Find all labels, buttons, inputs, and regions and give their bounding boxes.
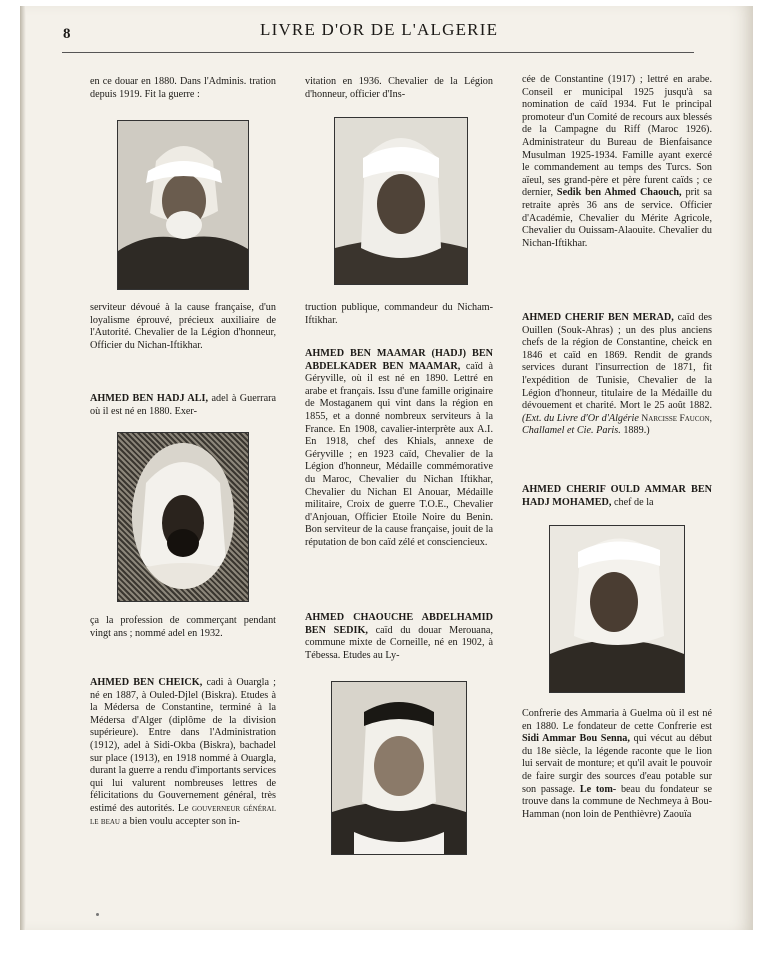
col3-intro xyxy=(522,74,712,250)
entry-ahmed-ben-hadj-ali xyxy=(90,393,276,418)
portrait-photo-2 xyxy=(132,443,234,589)
col3-after-photo-bold-2: Le tom- xyxy=(579,783,617,795)
col2-intro-text: vitation en 1936. Chevalier de la Légion d'honneur, officier d'Ins- xyxy=(305,76,493,100)
entry-text: cadi à Ouargla ; né en 1887, à Ouled-Djlel (Biskra). Etudes à la Médersa de Constantine, terminé à la Médersa d'Alger (diplôme de la division supérieure). Entre dans l'Administration (1912), adel à Sidi-Okba (Biskra), bachadel sur place (1913), en 1918 nommé à Ouargla, durant la guerre a rendu d'importants services qui lui valurent nombreuses lettres de félicitations du Gouvernement général, très estimé des autorités. Le xyxy=(90,677,277,814)
entry-text: caïd à Géryville, où il est né en 1890. Lettré en arabe et français. Issu d'une famille originaire de Mostaganem qui vint dans la région en 1855, et a donné nombreux serviteurs à la France. En 1908, cavalier-interprète aux A.I. En 1918, chef des Khials, annexe de Géryville ; en 1923 caïd, Chevalier de la Légion d'honneur, Médaille commémorative du Maroc, Chevalier du Nichan Iftikhar, Chevalier du Nichan El Anouar, Médaille militaire, Croix de guerre T.O.E., Chevalier d'Anjouan, Officier Etoile Noire du Benin. Bon serviteur de la cause française, jouit de la réputation de bon caïd zélé et consciencieux. xyxy=(305,360,494,548)
portrait-photo-2-frame xyxy=(117,432,249,602)
entry-name: AHMED CHERIF BEN MERAD, xyxy=(522,312,674,323)
entry-text-end: a bien voulu accepter son in- xyxy=(122,815,240,827)
entry-smallcaps: gouverneur général le beau xyxy=(90,803,277,827)
entry-ahmed-ben-cheick xyxy=(90,677,276,828)
header-rule xyxy=(62,52,694,53)
entry-ahmed-cherif-ould-ammar xyxy=(522,484,712,509)
running-title: LIVRE D'OR DE L'ALGERIE xyxy=(260,20,499,39)
entry-text: caïd du douar Merouana, commune mixte de Corneille, né en 1902, à Tébessa. Etudes au Ly- xyxy=(305,624,493,661)
portrait-5-image xyxy=(550,526,684,692)
portrait-photo-4 xyxy=(331,681,467,855)
col3-intro-bold: Sedik ben Ahmed Chaouch, xyxy=(556,187,682,199)
portrait-1-image xyxy=(118,121,248,289)
col1-after-photo1 xyxy=(90,302,276,352)
entry-ahmed-chaouche xyxy=(305,612,493,662)
page-number: 8 xyxy=(63,26,71,42)
entry-ahmed-ben-maamar xyxy=(305,348,493,550)
entry-text: caïd des Ouillen (Souk-Ahras) ; un des plus anciens chefs de la région de Constantine, cheick en 1846 et caïd en 1869. Rendit de grands services durant l'insurrection de 1871, fit l'expédition de Tunisie, Chevalier de la Légion d'honneur, titulaire de la Médaille du dévouement et charité. Mort le 25 août 1882. xyxy=(522,312,712,412)
portrait-2-image xyxy=(132,443,234,589)
entry-text: chef de la xyxy=(613,496,654,508)
entry-italic: (Ext. du Livre d'Or d'Algérie xyxy=(522,412,639,424)
col3-after-photo-bold: Sidi Ammar Bou Senna, xyxy=(522,733,630,745)
page-speck xyxy=(96,913,99,916)
col1-intro-text: en ce douar en 1880. Dans l'Adminis. tration depuis 1919. Fit la guerre : xyxy=(90,76,276,100)
col2-after-photo xyxy=(305,302,493,327)
col1-intro xyxy=(90,76,276,101)
portrait-3-image xyxy=(335,118,467,284)
col2-intro xyxy=(305,76,493,101)
col2-after-photo-text: truction publique, commandeur du Nicham-Iftikhar. xyxy=(305,302,493,326)
entry-text-end: 1889.) xyxy=(623,425,650,437)
portrait-photo-1 xyxy=(117,120,249,290)
col3-after-photo-text-2: qui vécut au début du 18e siècle, la légende raconte que le lion lui servait de monture; et qu'il avait le pouvoir de faire surgir des sources d'eau potable sur son passage. xyxy=(522,733,713,795)
col1-after-photo1-text: serviteur dévoué à la cause française, d'un loyalisme éprouvé, précieux auxiliaire de l'Autorité. Chevalier de la Légion d'honneur, Officier du Nichan-Iftikhar. xyxy=(90,302,276,351)
portrait-4-image xyxy=(332,682,466,854)
entry-name: AHMED BEN HADJ ALI, xyxy=(90,393,209,404)
col1-after-photo2-text: ça la profession de commerçant pendant vingt ans ; nommé adel en 1932. xyxy=(90,615,276,639)
entry-name: AHMED CHAOUCHE ABDELHAMID BEN SEDIK, xyxy=(305,612,493,636)
portrait-photo-5 xyxy=(549,525,685,693)
col1-after-photo2 xyxy=(90,615,276,640)
entry-italic-2: Challamel et Cie. Paris. xyxy=(522,425,621,437)
entry-ahmed-cherif-ben-merad xyxy=(522,312,712,438)
col3-after-photo-text: Confrerie des Ammaria à Guelma où il est né en 1880. Le fondateur de cette Confrerie est xyxy=(522,708,712,732)
entry-name: AHMED CHERIF OULD AMMAR BEN HADJ MOHAMED, xyxy=(522,484,712,508)
entry-name: AHMED BEN MAAMAR (HADJ) BEN ABDELKADER BEN MAAMAR, xyxy=(305,348,493,372)
entry-smallcaps: Narcisse Faucon, xyxy=(641,413,712,424)
entry-name: AHMED BEN CHEICK, xyxy=(90,677,203,688)
col3-after-photo-text-3: beau du fondateur se trouve dans la commune de Nechmeya à Bou-Hamman (non loin de Penthièvre) Zaouïa xyxy=(522,783,713,820)
page-spine-shadow xyxy=(20,6,26,930)
col3-intro-text-2: prit sa retraite après 36 ans de service. Officier d'Académie, Chevalier du Mérite Agricole, Chevalier du Ouissam-Alaouite. Chevalier du Nichan-Iftikhar. xyxy=(522,187,713,249)
col3-after-photo xyxy=(522,708,712,821)
entry-text: adel à Guerrara où il est né en 1880. Exer- xyxy=(90,393,277,417)
col3-intro-text: cée de Constantine (1917) ; lettré en arabe. Conseil er municipal 1925 jusqu'à sa nomination de caïd 1934. Fut le principal promoteur d'un Comité de recours aux blessés de la Campagne du Riff (Maroc 1926). Administrateur du Bureau de Bienfaisance Musulman 1925-1934. Famille ayant exercé le commandement au temps des Turcs. Son aïeul, ses grand-père et père furent caïds ; ce dernier, xyxy=(522,74,712,199)
portrait-photo-3 xyxy=(334,117,468,285)
